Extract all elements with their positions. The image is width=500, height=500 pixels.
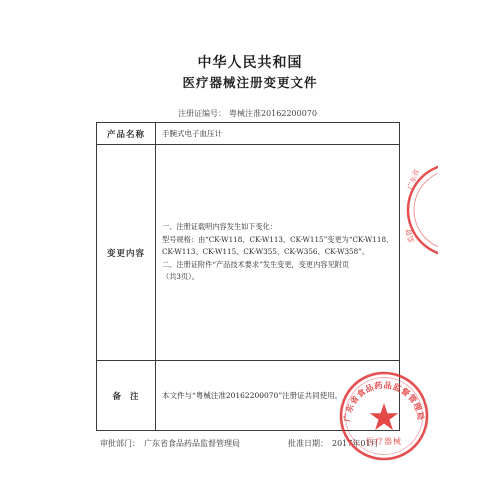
seal-outer-text: 广东省食品药品监督管理局 <box>341 379 427 423</box>
svg-text:广东省: 广东省 <box>406 168 422 191</box>
remarks-value: 本文件与“粤械注准20162200070”注册证共同使用。 <box>156 361 400 431</box>
change-line: CK-W113、CK-W115、CK-W355、CK-W356、CK-W358”。 <box>162 247 370 257</box>
change-content-row <box>97 145 400 361</box>
approval-dept-value: 广东省食品药品监督管理局 <box>144 439 240 448</box>
change-content-cell <box>156 145 400 361</box>
change-line: 二、注册证附件“产品技术要求”发生变更，变更内容见附页 <box>162 259 350 269</box>
approval-date-value: 2017年01月 <box>332 439 379 448</box>
edge-seal-stamp <box>402 150 438 270</box>
registration-number-line <box>178 108 317 119</box>
document-title-line2: 医疗器械注册变更文件 <box>182 75 318 90</box>
approval-dept-label: 审批部门： <box>100 439 140 448</box>
product-name-value: 手腕式电子血压计 <box>156 123 400 145</box>
product-name-label: 产品名称 <box>97 123 156 145</box>
registration-number-label: 注册证编号： <box>178 109 226 118</box>
seal-bottom-text: 医疗器械 <box>366 437 402 446</box>
change-line: 型号规格：由“CK-W118、CK-W113、CK-W115”变更为“CK-W118、 <box>162 234 394 244</box>
change-content-text <box>156 221 399 284</box>
document-title-line1: 中华人民共和国 <box>197 55 303 71</box>
remarks-label: 备 注 <box>97 361 156 431</box>
registration-number-value: 粤械注准20162200070 <box>229 109 317 118</box>
approval-date-label: 批准日期： <box>288 439 328 448</box>
change-line: 一、注册证载明内容发生如下变化： <box>162 222 278 232</box>
change-line: （共3页）。 <box>162 272 199 282</box>
svg-text:监督: 监督 <box>404 227 416 244</box>
change-content-label: 变更内容 <box>97 145 156 361</box>
product-name-row <box>97 123 400 145</box>
official-seal-stamp <box>338 370 430 462</box>
seal-star-icon <box>370 403 399 430</box>
